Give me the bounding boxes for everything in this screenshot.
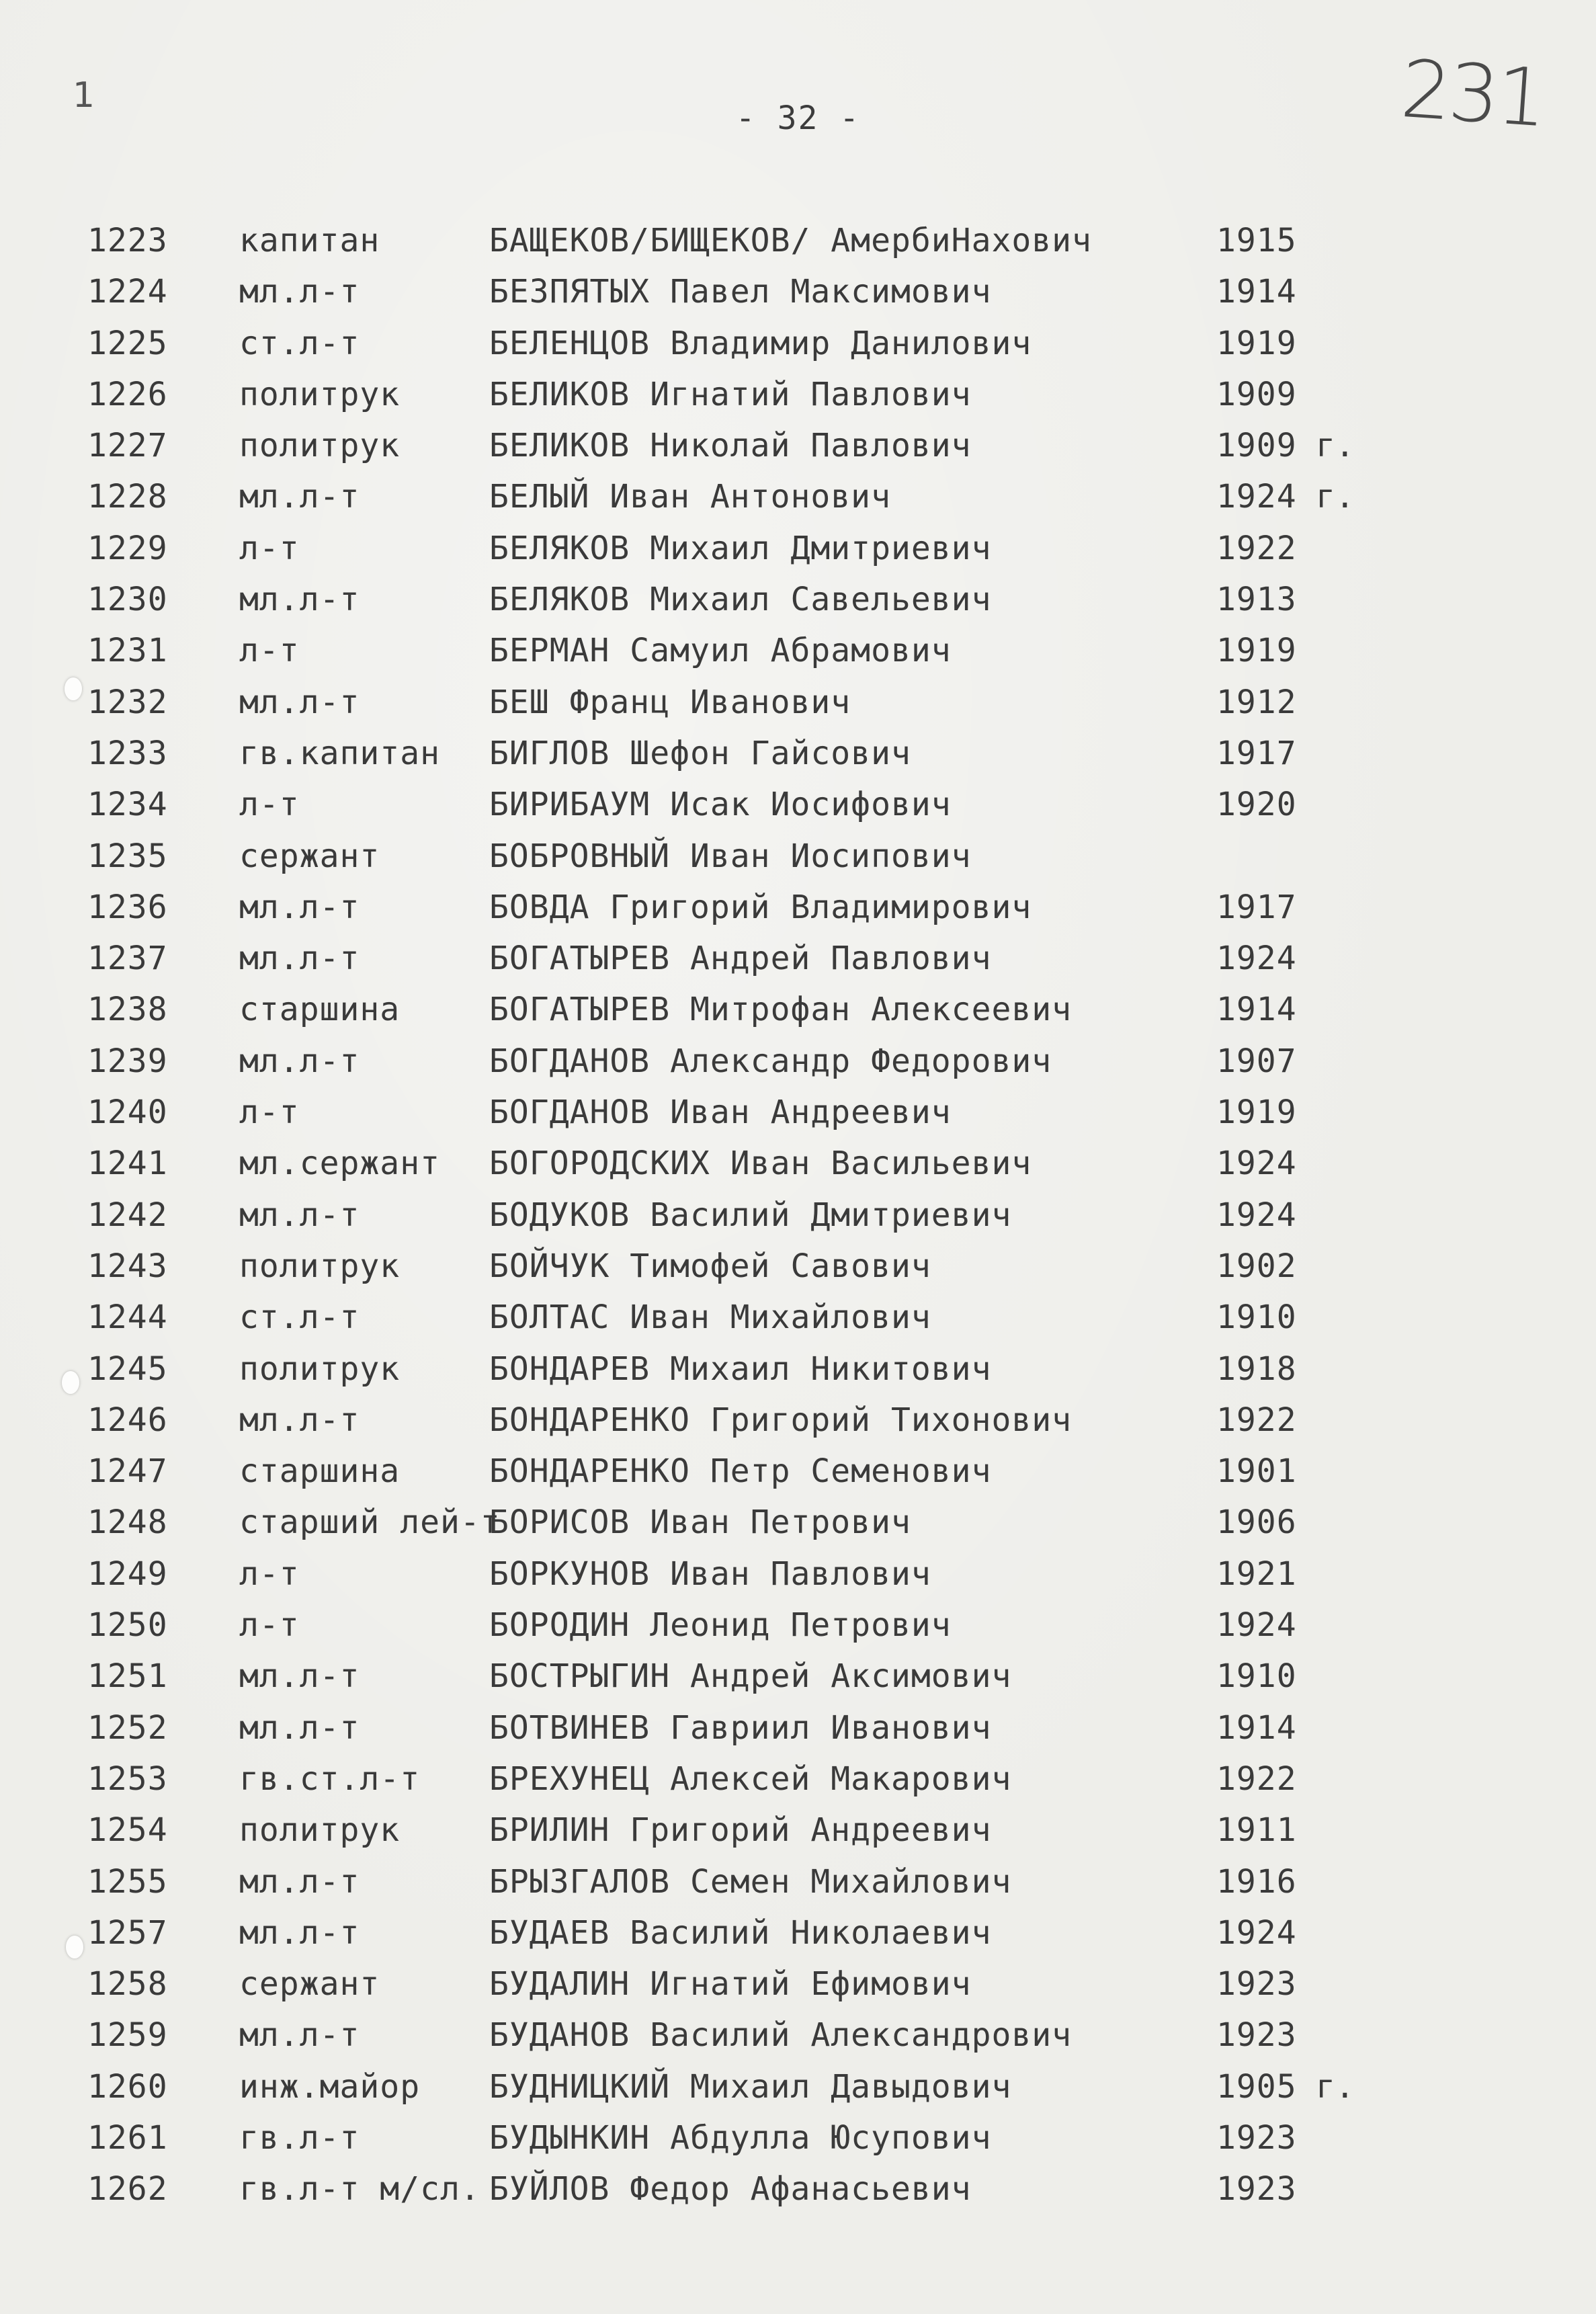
birth-year: 1916 [1216,1862,1297,1901]
entry-number: 1223 [87,222,168,259]
military-rank: политрук [239,1247,401,1285]
roster-row [87,2010,1431,2061]
entry-number: 1239 [87,1042,168,1080]
person-name: БАЩЕКОВ/БИЩЕКОВ/ АмербиНахович [489,222,1092,259]
roster-row [87,369,1431,420]
entry-number: 1244 [87,1298,168,1337]
person-name: БОЙЧУК Тимофей Савович [489,1247,931,1285]
military-rank: мл.л-т [239,1042,360,1080]
year-suffix: г. [1316,427,1355,465]
birth-year: 1917 [1216,888,1297,926]
person-name: БОДУКОВ Василий Дмитриевич [489,1196,1012,1234]
person-name: БЕШ Франц Иванович [489,683,851,721]
birth-year: 1921 [1216,1555,1297,1593]
military-rank: гв.л-т м/сл. [239,2170,480,2208]
entry-number: 1258 [87,1965,168,2003]
person-name: БУДАНОВ Василий Александрович [489,2016,1073,2055]
birth-year: 1922 [1216,529,1297,567]
entry-number: 1227 [87,427,168,465]
military-rank: л-т [239,1093,300,1132]
archive-sheet-number: 231 [1398,42,1548,145]
person-name: БОЛТАС Иван Михайлович [489,1298,931,1337]
roster-row [87,1241,1431,1292]
entry-number: 1245 [87,1350,168,1388]
entry-number: 1237 [87,940,168,978]
military-rank: мл.л-т [239,1862,360,1901]
military-rank: мл.л-т [239,273,360,311]
military-rank: старшина [239,1452,401,1491]
entry-number: 1229 [87,529,168,567]
birth-year: 1919 [1216,1093,1297,1132]
person-name: БЕРМАН Самуил Абрамович [489,632,952,670]
person-name: БОБРОВНЫЙ Иван Иосипович [489,837,972,875]
military-rank: мл.л-т [239,1708,360,1747]
roster-row [87,882,1431,933]
roster-row [87,1395,1431,1446]
birth-year: 1902 [1216,1247,1297,1285]
roster-row [87,1344,1431,1395]
person-name: БЕЛИКОВ Николай Павлович [489,427,972,465]
roster-row [87,2163,1431,2215]
person-name: БУЙЛОВ Федор Афанасьевич [489,2170,972,2208]
roster-row [87,625,1431,676]
roster-row [87,728,1431,779]
military-rank: мл.л-т [239,478,360,516]
roster-row [87,1548,1431,1600]
military-rank: л-т [239,632,300,670]
entry-number: 1226 [87,375,168,413]
birth-year: 1922 [1216,1401,1297,1439]
roster-row [87,1753,1431,1805]
military-rank: л-т [239,529,300,567]
personnel-roster [87,215,1431,2215]
entry-number: 1261 [87,2118,168,2157]
military-rank: политрук [239,1811,401,1850]
entry-number: 1243 [87,1247,168,1285]
entry-number: 1238 [87,991,168,1029]
entry-number: 1249 [87,1555,168,1593]
person-name: БОВДА Григорий Владимирович [489,888,1032,926]
entry-number: 1235 [87,837,168,875]
military-rank: мл.л-т [239,683,360,721]
corner-handwritten-mark: 1 [73,75,95,116]
military-rank: гв.ст.л-т [239,1760,421,1798]
entry-number: 1262 [87,2170,168,2208]
military-rank: гв.л-т [239,2118,360,2157]
person-name: БОРОДИН Леонид Петрович [489,1606,952,1645]
roster-row [87,215,1431,266]
entry-number: 1260 [87,2067,168,2106]
entry-number: 1255 [87,1862,168,1901]
person-name: БОГОРОДСКИХ Иван Васильевич [489,1145,1032,1183]
roster-row [87,1805,1431,1856]
roster-row [87,574,1431,625]
military-rank: старший лей-т [239,1503,501,1542]
person-name: БУДЫНКИН Абдулла Юсупович [489,2118,992,2157]
person-name: БОТВИНЕВ Гавриил Иванович [489,1708,992,1747]
roster-row [87,1138,1431,1189]
military-rank: л-т [239,1555,300,1593]
person-name: БИРИБАУМ Исак Иосифович [489,786,952,824]
birth-year: 1920 [1216,786,1297,824]
person-name: БУДАЛИН Игнатий Ефимович [489,1965,972,2003]
person-name: БОГАТЫРЕВ Андрей Павлович [489,940,992,978]
punch-hole-mark [66,1936,83,1958]
military-rank: мл.сержант [239,1145,440,1183]
military-rank: ст.л-т [239,1298,360,1337]
birth-year: 1907 [1216,1042,1297,1080]
roster-row [87,1036,1431,1087]
roster-row [87,933,1431,984]
entry-number: 1241 [87,1145,168,1183]
roster-row [87,984,1431,1035]
entry-number: 1242 [87,1196,168,1234]
roster-row [87,1190,1431,1241]
military-rank: политрук [239,375,401,413]
punch-hole-mark [65,677,82,700]
person-name: БОРКУНОВ Иван Павлович [489,1555,931,1593]
birth-year: 1918 [1216,1350,1297,1388]
military-rank: мл.л-т [239,940,360,978]
military-rank: мл.л-т [239,1657,360,1696]
entry-number: 1250 [87,1606,168,1645]
entry-number: 1252 [87,1708,168,1747]
year-suffix: г. [1316,2067,1355,2106]
entry-number: 1224 [87,273,168,311]
person-name: БЕЗПЯТЫХ Павел Максимович [489,273,992,311]
person-name: БРЕХУНЕЦ Алексей Макарович [489,1760,1012,1798]
military-rank: л-т [239,1606,300,1645]
entry-number: 1240 [87,1093,168,1132]
entry-number: 1251 [87,1657,168,1696]
military-rank: политрук [239,1350,401,1388]
person-name: БОНДАРЕНКО Григорий Тихонович [489,1401,1073,1439]
military-rank: инж.майор [239,2067,421,2106]
roster-row [87,266,1431,317]
roster-row [87,677,1431,728]
military-rank: сержант [239,837,380,875]
military-rank: политрук [239,427,401,465]
birth-year: 1913 [1216,581,1297,619]
birth-year: 1914 [1216,991,1297,1029]
roster-row [87,471,1431,522]
military-rank: мл.л-т [239,1196,360,1234]
entry-number: 1228 [87,478,168,516]
military-rank: л-т [239,786,300,824]
roster-row [87,1702,1431,1753]
birth-year: 1914 [1216,1708,1297,1747]
roster-row [87,1958,1431,2010]
birth-year: 1914 [1216,273,1297,311]
roster-row [87,523,1431,574]
roster-row [87,1497,1431,1548]
birth-year: 1906 [1216,1503,1297,1542]
entry-number: 1259 [87,2016,168,2055]
birth-year: 1919 [1216,632,1297,670]
birth-year: 1923 [1216,1965,1297,2003]
entry-number: 1232 [87,683,168,721]
entry-number: 1231 [87,632,168,670]
roster-row [87,318,1431,369]
military-rank: мл.л-т [239,1913,360,1952]
birth-year: 1922 [1216,1760,1297,1798]
entry-number: 1257 [87,1913,168,1952]
roster-row [87,1856,1431,1907]
person-name: БОСТРЫГИН Андрей Аксимович [489,1657,1012,1696]
person-name: БРИЛИН Григорий Андреевич [489,1811,992,1850]
birth-year: 1923 [1216,2016,1297,2055]
birth-year: 1909 [1216,375,1297,413]
roster-row [87,1907,1431,1958]
person-name: БОРИСОВ Иван Петрович [489,1503,911,1542]
military-rank: мл.л-т [239,581,360,619]
page-number: - 32 - [735,99,861,137]
military-rank: ст.л-т [239,324,360,362]
roster-row [87,2112,1431,2163]
entry-number: 1233 [87,734,168,772]
birth-year: 1923 [1216,2118,1297,2157]
entry-number: 1254 [87,1811,168,1850]
roster-row [87,1292,1431,1343]
birth-year: 1917 [1216,734,1297,772]
person-name: БУДНИЦКИЙ Михаил Давыдович [489,2067,1012,2106]
birth-year: 1901 [1216,1452,1297,1491]
birth-year: 1915 [1216,222,1297,259]
entry-number: 1248 [87,1503,168,1542]
person-name: БЕЛИКОВ Игнатий Павлович [489,375,972,413]
military-rank: сержант [239,1965,380,2003]
entry-number: 1253 [87,1760,168,1798]
roster-row [87,1446,1431,1497]
roster-row [87,2061,1431,2112]
birth-year: 1911 [1216,1811,1297,1850]
military-rank: мл.л-т [239,2016,360,2055]
person-name: БЕЛЯКОВ Михаил Савельевич [489,581,992,619]
birth-year: 1909 [1216,427,1297,465]
roster-row [87,1087,1431,1138]
person-name: БИГЛОВ Шефон Гайсович [489,734,911,772]
roster-row [87,1651,1431,1702]
birth-year: 1910 [1216,1298,1297,1337]
entry-number: 1225 [87,324,168,362]
roster-row [87,1600,1431,1651]
person-name: БУДАЕВ Василий Николаевич [489,1913,992,1952]
person-name: БОНДАРЕВ Михаил Никитович [489,1350,992,1388]
birth-year: 1924 [1216,1145,1297,1183]
military-rank: старшина [239,991,401,1029]
birth-year: 1924 [1216,1606,1297,1645]
person-name: БЕЛЯКОВ Михаил Дмитриевич [489,529,992,567]
person-name: БОГДАНОВ Александр Федорович [489,1042,1052,1080]
roster-row [87,779,1431,830]
person-name: БРЫЗГАЛОВ Семен Михайлович [489,1862,1012,1901]
person-name: БОГДАНОВ Иван Андреевич [489,1093,952,1132]
birth-year: 1919 [1216,324,1297,362]
birth-year: 1924 [1216,1196,1297,1234]
punch-hole-mark [62,1371,79,1394]
person-name: БОГАТЫРЕВ Митрофан Алексеевич [489,991,1073,1029]
entry-number: 1230 [87,581,168,619]
entry-number: 1236 [87,888,168,926]
birth-year: 1905 [1216,2067,1297,2106]
birth-year: 1923 [1216,2170,1297,2208]
roster-row [87,420,1431,471]
entry-number: 1246 [87,1401,168,1439]
military-rank: мл.л-т [239,1401,360,1439]
birth-year: 1912 [1216,683,1297,721]
roster-row [87,831,1431,882]
entry-number: 1234 [87,786,168,824]
military-rank: мл.л-т [239,888,360,926]
birth-year: 1924 [1216,940,1297,978]
person-name: БЕЛЫЙ Иван Антонович [489,478,891,516]
person-name: БЕЛЕНЦОВ Владимир Данилович [489,324,1032,362]
birth-year: 1924 [1216,478,1297,516]
entry-number: 1247 [87,1452,168,1491]
person-name: БОНДАРЕНКО Петр Семенович [489,1452,992,1491]
military-rank: гв.капитан [239,734,440,772]
birth-year: 1924 [1216,1913,1297,1952]
military-rank: капитан [239,222,380,259]
birth-year: 1910 [1216,1657,1297,1696]
year-suffix: г. [1316,478,1355,516]
